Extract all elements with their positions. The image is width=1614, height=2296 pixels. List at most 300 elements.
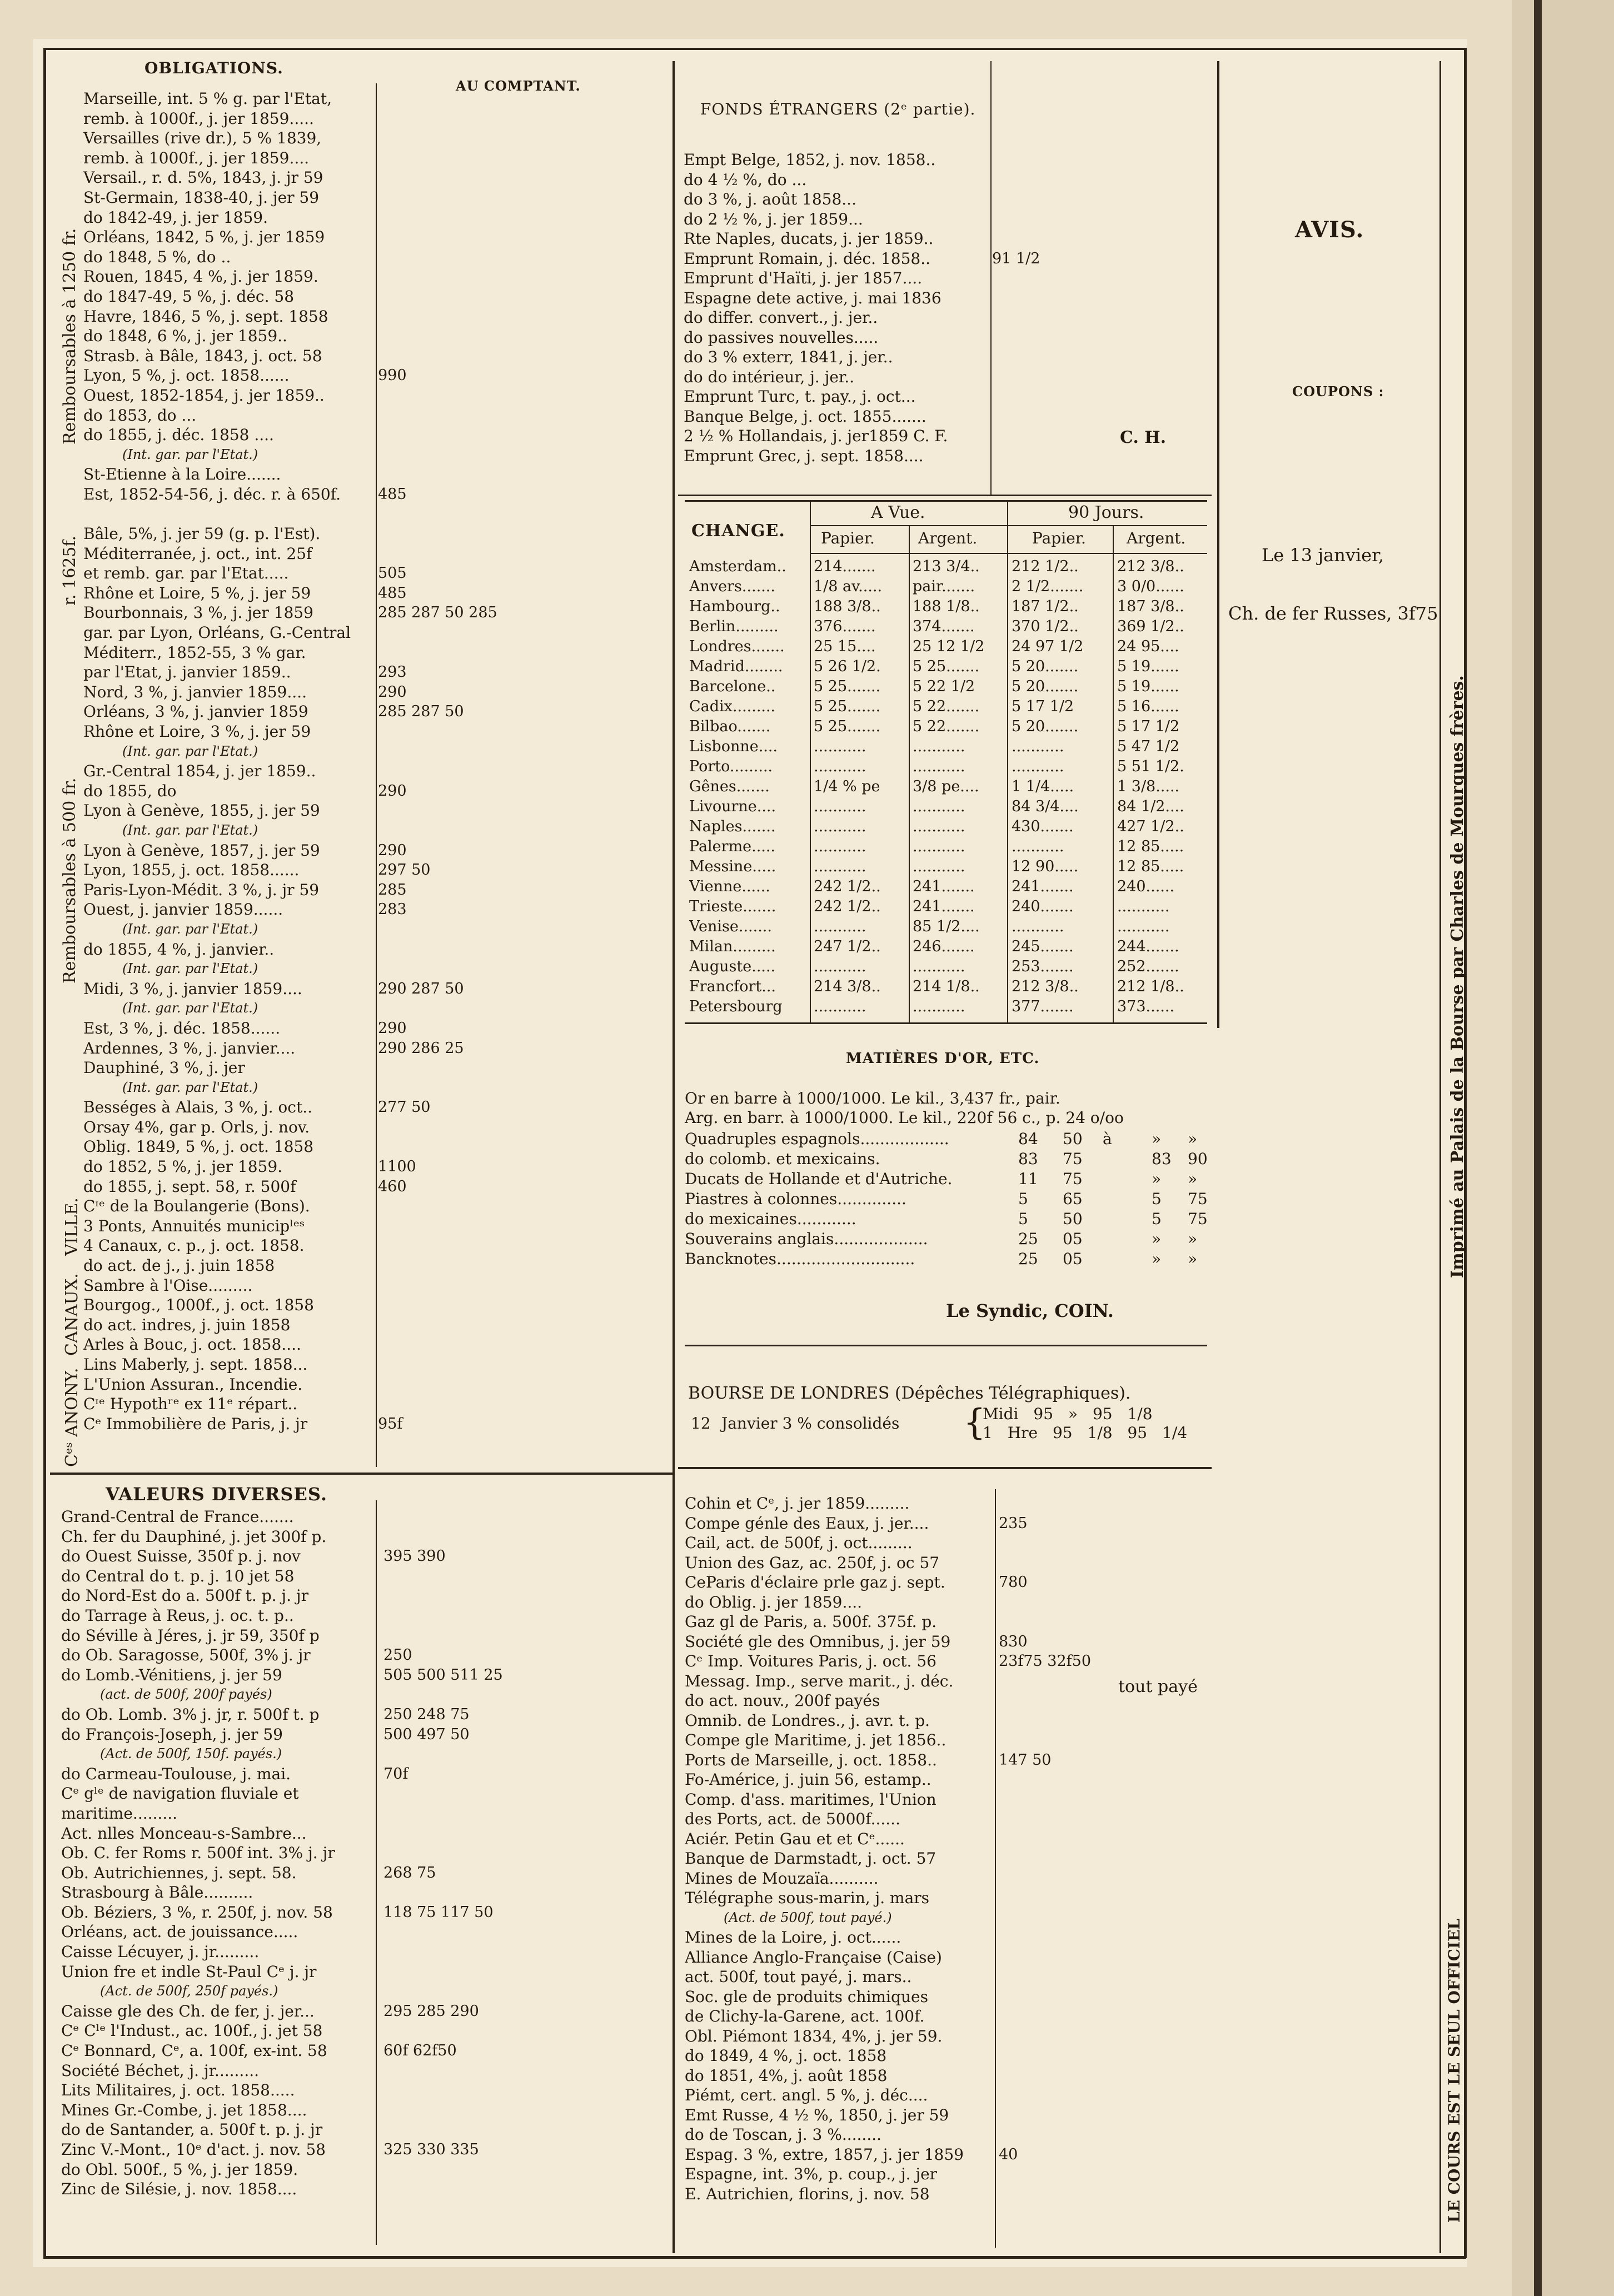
cohin-row [685,1987,1218,2007]
side-label-anony: Cᵉˢ ANONY. [62,1367,82,1467]
avis-title: AVIS. [1295,217,1364,243]
matieres-value: » [1152,1170,1162,1188]
change-row [685,837,1213,857]
change-rate: 241....... [913,878,975,895]
obligations-row [83,940,667,960]
change-rate: 212 3/8.. [1117,558,1184,575]
change-rate: ........... [913,738,965,755]
obligations-row [83,366,667,386]
cohin-row [685,1632,1218,1652]
matieres-value: » [1152,1250,1162,1268]
change-rate: ........... [1012,758,1064,775]
frame-left-rule [43,48,46,2258]
cohin-row-name: (Act. de 500f, tout payé.) [724,1909,892,1925]
change-row [685,777,1213,797]
change-rate: 1 3/8..... [1117,778,1180,795]
obligations-row [83,208,667,228]
fonds-row-name: do 3 % exterr, 1841, j. jer.. [684,348,893,366]
matieres-item: Bancknotes............................ [685,1250,915,1268]
change-row [685,817,1213,837]
obligations-row-value: 297 50 [378,861,431,879]
matieres-row [685,1189,1218,1209]
change-rate: 5 25....... [814,718,881,735]
valeurs-row-value: 500 497 50 [383,1725,470,1743]
obligations-row-name: Gr.-Central 1854, j. jer 1859.. [83,762,316,781]
cohin-row-name: act. 500f, tout payé, j. mars.. [685,1968,912,1986]
obligations-row-name: (Int. gar. par l'Etat.) [122,1000,258,1016]
change-rate: 5 17 1/2 [1117,718,1180,735]
change-rate: 5 22....... [913,718,980,735]
valeurs-row [61,1942,667,1962]
change-rate: 214 1/8.. [913,978,980,995]
matieres-value: 5 [1018,1190,1028,1208]
obligations-row-name: Bourgog., 1000f., j. oct. 1858 [83,1296,314,1315]
valeurs-row [61,1922,667,1942]
fonds-list [684,150,1212,466]
valeurs-row-value: 395 390 [383,1548,446,1565]
obligations-row-name: Ardennes, 3 %, j. janvier.... [83,1039,296,1057]
valeurs-row-name: do Ob. Lomb. 3% j. jr, r. 500f t. p [61,1705,320,1724]
frame-bottom-rule [43,2256,1466,2259]
obligations-row [83,346,667,366]
fonds-row-name: Emprunt Turc, t. pay., j. oct... [684,387,916,406]
cohin-row-name: Mines de Mouzaïa.......... [685,1869,879,1888]
cohin-row [685,2125,1218,2145]
obligations-row-name: Bességes à Alais, 3 %, j. oct.. [83,1098,313,1117]
cohin-row-name: de Clichy-la-Garene, act. 100f. [685,2007,925,2025]
obligations-row [83,1256,667,1276]
valeurs-row [61,1705,667,1725]
change-city: Porto......... [689,758,773,775]
valeurs-row-name: Union fre et indle St-Paul Cᵉ j. jr [61,1962,317,1981]
londres-desc: Janvier 3 % consolidés [721,1414,900,1432]
obligations-row-name: do 1842-49, j. jer 1859. [83,208,268,227]
cohin-list [685,1494,1218,2204]
cohin-row-name: Aciér. Petin Gau et et Cᵉ...... [685,1829,905,1848]
cohin-row [685,1514,1218,1534]
matieres-signature: Le Syndic, COIN. [946,1300,1114,1321]
valeurs-list [61,1507,667,2199]
cohin-row [685,1928,1218,1948]
change-rate: 1 1/4..... [1012,778,1074,795]
obligations-title: OBLIGATIONS. [145,59,283,77]
change-rate: 374....... [913,618,975,635]
fonds-row-name: Rte Naples, ducats, j. jer 1859.. [684,229,934,248]
change-row [685,557,1213,577]
change-row [685,617,1213,637]
cohin-row-value: 23f75 32f50 [999,1653,1091,1670]
obligations-row-name: do 1848, 6 %, j. jer 1859.. [83,327,287,346]
obligations-row-name: Marseille, int. 5 % g. par l'Etat, [83,89,332,108]
obligations-row [83,662,667,682]
change-rate: ........... [1117,918,1170,935]
change-row [685,877,1213,897]
valeurs-row-name: Ch. fer du Dauphiné, j. jet 300f p. [61,1527,327,1546]
valeurs-row-name: do Nord-Est do a. 500f t. p. j. jr [61,1586,308,1605]
change-rate: ........... [913,858,965,875]
fonds-row [684,288,1212,308]
obligations-row-value: 460 [378,1177,407,1195]
cohin-row-name: CeParis d'éclaire prle gaz j. sept. [685,1573,945,1591]
cohin-row [685,2105,1218,2125]
valeurs-row [61,2140,667,2160]
side-label-500: Remboursables à 500 fr. [60,777,79,984]
londres-title: BOURSE DE LONDRES (Dépêches Télégraphiques). [688,1384,1131,1403]
change-rate: ........... [814,858,866,875]
change-rate: 373...... [1117,998,1175,1015]
obligations-row-value: 95f [378,1415,403,1432]
obligations-row [83,287,667,307]
cohin-row [685,1730,1218,1750]
matieres-value: 5 [1152,1210,1162,1228]
obligations-row [83,583,667,603]
fonds-row [684,347,1212,367]
cohin-row-name: Union des Gaz, ac. 250f, j. oc 57 [685,1553,940,1572]
change-row [685,997,1213,1017]
obligations-row [83,623,667,643]
cohin-row-name: Espag. 3 %, extre, 1857, j. jer 1859 [685,2145,964,2164]
obligations-row-value: 290 [378,841,407,859]
change-sub-rule [810,525,1207,526]
cohin-row-name: des Ports, act. de 5000f...... [685,1810,900,1828]
obligations-row-name: Orléans, 3 %, j. janvier 1859 [83,702,308,721]
cohin-row-name: Messag. Imp., serve marit., j. déc. [685,1671,954,1690]
change-col-argent-1: Argent. [918,529,978,547]
change-header-avue: A Vue. [871,503,925,522]
change-row [685,797,1213,817]
valeurs-row-value: 60f 62f50 [383,2042,457,2060]
valeurs-row-name: Cᵉ gˡᵉ de navigation fluviale et [61,1784,299,1803]
change-row [685,977,1213,997]
frame-top-rule [43,48,1466,50]
obligations-row-name: remb. à 1000f., j. jer 1859.... [83,148,310,167]
obligations-row [83,1039,667,1059]
cohin-row-name: do de Toscan, j. 3 %........ [685,2125,882,2144]
obligations-row-name: Est, 3 %, j. déc. 1858...... [83,1019,281,1037]
valeurs-row-value: 70f [383,1765,409,1783]
matieres-value: 65 [1063,1190,1083,1208]
change-rate: 5 20....... [1012,658,1079,675]
valeurs-row-name: Act. nlles Monceau-s-Sambre... [61,1824,307,1843]
obligations-row-name: 4 Canaux, c. p., j. oct. 1858. [83,1236,305,1255]
obligations-row [83,603,667,623]
change-rate: 213 3/4.. [913,558,980,575]
obligations-row [83,1177,667,1197]
obligations-row [83,1295,667,1315]
valeurs-row-name: (act. de 500f, 200f payés) [100,1686,272,1703]
obligations-row-name: Arles à Bouc, j. oct. 1858.... [83,1335,301,1354]
obligations-row [83,742,667,762]
change-rate: 1/8 av..... [814,578,883,595]
change-rate: ........... [814,758,866,775]
obligations-row [83,563,667,583]
fonds-row-name: Banque Belge, j. oct. 1855....... [684,407,926,426]
cohin-row-name: Ports de Marseille, j. oct. 1858.. [685,1750,937,1769]
valeurs-row-name: do de Santander, a. 500f t. p. j. jr [61,2120,323,2139]
valeurs-title: VALEURS DIVERSES. [106,1484,327,1505]
change-city: Lisbonne.... [689,738,778,755]
change-city: Messine..... [689,858,776,875]
matieres-value: 75 [1063,1170,1083,1188]
fonds-row [684,387,1212,407]
obligations-row [83,1019,667,1039]
matieres-value: » [1188,1230,1198,1248]
obligations-row [83,168,667,188]
cohin-row-name: do Oblig. j. jer 1859.... [685,1593,863,1611]
matieres-value: 11 [1018,1170,1038,1188]
change-rate: ........... [913,818,965,835]
change-rate: 3/8 pe.... [913,778,979,795]
obligations-row-value: 485 [378,485,407,503]
change-city: Amsterdam.. [689,558,786,575]
obligations-row [83,1394,667,1414]
change-city: Petersbourg [689,998,783,1015]
cohin-row [685,2164,1218,2184]
valeurs-row-name: Grand-Central de France....... [61,1508,294,1526]
change-city: Vienne...... [689,878,770,895]
fonds-row [684,209,1212,229]
valeurs-row [61,1645,667,1665]
obligations-row [83,722,667,742]
obligations-row-value: 485 [378,584,407,602]
change-city: Livourne.... [689,798,776,815]
cohin-row [685,1849,1218,1869]
obligations-row [83,1375,667,1395]
change-rate: 188 3/8.. [814,598,881,615]
cohin-row-value: 235 [999,1514,1028,1532]
change-city: Anvers....... [689,578,775,595]
obligations-row-name: Versailles (rive dr.), 5 % 1839, [83,129,322,148]
cohin-row-name: Cail, act. de 500f, j. oct......... [685,1534,913,1552]
obligations-row-name: do 1847-49, 5 %, j. déc. 58 [83,287,295,306]
valeurs-row-name: (Act. de 500f, 250f payés.) [100,1983,278,1999]
obligations-row [83,386,667,406]
cohin-row-name: Soc. gle de produits chimiques [685,1987,928,2006]
fonds-row-name: 2 ½ % Hollandais, j. jer1859 C. F. [684,427,948,445]
valeurs-row-name: do Lomb.-Vénitiens, j. jer 59 [61,1665,282,1684]
matieres-value: 25 [1018,1230,1038,1248]
obligations-row-value: 277 50 [378,1099,431,1116]
avis-date: Le 13 janvier, [1262,545,1384,566]
valeurs-row-name: do Ouest Suisse, 350f p. j. nov [61,1547,301,1566]
change-rate: 369 1/2.. [1117,618,1184,635]
obligations-row-value: 285 287 50 285 [378,604,497,622]
cohin-row [685,2145,1218,2165]
valeurs-row-value: 505 500 511 25 [383,1666,503,1684]
obligations-row-value: 1100 [378,1158,416,1176]
change-city: Palerme..... [689,838,776,855]
change-rate: 5 26 1/2. [814,658,881,675]
obligations-row [83,900,667,920]
fonds-row [684,170,1212,190]
change-rate: ........... [913,998,965,1015]
cohin-row [685,2046,1218,2066]
change-bottom-rule [685,1022,1207,1024]
obligations-row-name: Lins Maberly, j. sept. 1858... [83,1355,308,1374]
change-city: Venise....... [689,918,772,935]
obligations-row [83,781,667,801]
cohin-row-name: Emt Russe, 4 ½ %, 1850, j. jer 59 [685,2105,949,2124]
cohin-row-value: 147 50 [999,1751,1052,1769]
obligations-row-name: Est, 1852-54-56, j. déc. r. à 650f. [83,485,341,503]
obligations-row [83,702,667,722]
change-rate: 25 12 1/2 [913,638,985,655]
cohin-row-name: Cᵉ Imp. Voitures Paris, j. oct. 56 [685,1652,936,1670]
obligations-row [83,109,667,129]
cohin-row [685,2184,1218,2204]
obligations-row-value: 285 287 50 [378,703,464,721]
valeurs-row [61,1586,667,1606]
change-rate: ........... [814,918,866,935]
obligations-row-name: Midi, 3 %, j. janvier 1859.... [83,979,302,998]
obligations-row-name: 3 Ponts, Annuités municipˡᵉˢ [83,1216,305,1235]
obligations-row [83,445,667,465]
fonds-row-name: do differ. convert., j. jer.. [684,308,878,327]
obligations-row-value: 290 287 50 [378,980,464,997]
fonds-row-name: do do intérieur, j. jer.. [684,367,855,386]
matieres-value: » [1188,1170,1198,1188]
printer-imprint: Imprimé au Palais de la Bourse par Charles de Mourgues frères. [1448,675,1467,1278]
change-rate: 247 1/2.. [814,938,881,955]
change-row [685,917,1213,937]
valeurs-row-name: Cᵉ Bonnard, Cᵉ, a. 100f, ex-int. 58 [61,2042,327,2060]
obligations-row-name: do 1855, j. sept. 58, r. 500f [83,1177,296,1196]
binding-spine [1534,0,1542,2296]
cohin-row-name: Espagne, int. 3%, p. coup., j. jer [685,2165,938,2183]
change-rate: ........... [1012,838,1064,855]
matieres-value: 5 [1152,1190,1162,1208]
obligations-row-name: Ouest, j. janvier 1859...... [83,900,283,919]
valeurs-row [61,1824,667,1844]
fonds-row [684,367,1212,387]
change-row [685,857,1213,877]
cohin-row-name: Obl. Piémont 1834, 4%, j. jer 59. [685,2027,943,2045]
valeurs-row [61,1566,667,1586]
change-rate: ........... [913,758,965,775]
avis-coupon-line: Ch. de fer Russes, 3f75 [1228,603,1438,624]
obligations-row [83,425,667,445]
matieres-value: à [1103,1130,1112,1148]
valeurs-row-name: Ob. Béziers, 3 %, r. 250f, j. nov. 58 [61,1903,333,1921]
obligations-row [83,89,667,109]
change-rate: ........... [1012,738,1064,755]
valeurs-row-name: do Tarrage à Reus, j. oc. t. p.. [61,1606,294,1625]
obligations-row [83,959,667,979]
cohin-row [685,1494,1218,1514]
fonds-row-name: Espagne dete active, j. mai 1836 [684,288,942,307]
valeurs-row-name: Caisse gle des Ch. de fer, j. jer... [61,2001,315,2020]
matieres-line-arg: Arg. en barr. à 1000/1000. Le kil., 220f 56 c., p. 24 o/oo [685,1109,1124,1127]
obligations-row-name: Cᶦᵉ Hypothʳᵉ ex 11ᵉ répart.. [83,1395,298,1414]
cohin-row-name: Piémt, cert. angl. 5 %, j. déc.... [685,2086,928,2104]
change-rate: ........... [913,958,965,975]
obligations-row [83,504,667,524]
change-rate: ........... [814,738,866,755]
valeurs-row-name: do Central do t. p. j. 10 jet 58 [61,1566,295,1585]
matieres-row [685,1149,1218,1169]
obligations-row-name: (Int. gar. par l'Etat.) [122,822,258,838]
matieres-item: Quadruples espagnols.................. [685,1130,949,1148]
obligations-row-name: Bâle, 5%, j. jer 59 (g. p. l'Est). [83,525,321,543]
cohin-row [685,1553,1218,1573]
matieres-value: 90 [1188,1150,1208,1168]
obligations-row-name: Rouen, 1845, 4 %, j. jer 1859. [83,267,318,286]
valeurs-row [61,2001,667,2022]
obligations-row [83,544,667,564]
change-rate: 377....... [1012,998,1074,1015]
change-rate: 12 85..... [1117,838,1184,855]
cohin-row [685,1573,1218,1593]
obligations-row-name: St-Germain, 1838-40, j. jer 59 [83,188,320,207]
change-rate: 212 3/8.. [1012,978,1079,995]
cohin-row-name: do 1851, 4%, j. août 1858 [685,2066,888,2085]
valeurs-row [61,1685,667,1705]
change-title: CHANGE. [691,521,785,541]
obligations-row [83,920,667,940]
change-row [685,597,1213,617]
valeurs-row [61,2160,667,2180]
change-rate: 2 1/2....... [1012,578,1084,595]
fonds-row-name: Emprunt Grec, j. sept. 1858.... [684,446,924,465]
change-rate: ........... [814,958,866,975]
valeurs-row-name: Ob. Autrichiennes, j. sept. 58. [61,1863,297,1882]
valeurs-row [61,2120,667,2140]
page-edge [1512,0,1614,2296]
obligations-row [83,485,667,505]
change-rate: 5 25....... [814,678,881,695]
change-rate: 84 1/2.... [1117,798,1184,815]
valeurs-row [61,1606,667,1626]
change-row [685,937,1213,957]
obligations-row [83,979,667,999]
obligations-row-name: do 1855, 4 %, j. janvier.. [83,940,275,959]
obligations-row [83,188,667,208]
change-rate: 245....... [1012,938,1074,955]
change-rate: ........... [814,838,866,855]
change-rate: 5 20....... [1012,718,1079,735]
cohin-row [685,2006,1218,2027]
obligations-row [83,1414,667,1434]
fonds-row-name: Empt Belge, 1852, j. nov. 1858.. [684,151,936,169]
valeurs-row-name: (Act. de 500f, 150f. payés.) [100,1746,282,1762]
cohin-row [685,1612,1218,1632]
side-label-ville: VILLE. [62,1197,82,1256]
obligations-row-name: Sambre à l'Oise......... [83,1276,253,1295]
fonds-row [684,446,1212,466]
cohin-row-name: Cohin et Cᵉ, j. jer 1859......... [685,1494,910,1513]
change-rate: 24 95.... [1117,638,1179,655]
change-row [685,637,1213,657]
change-rate: 84 3/4.... [1012,798,1079,815]
matieres-value: 83 [1018,1150,1038,1168]
change-header-90j: 90 Jours. [1068,503,1144,522]
obligations-row-value: 285 [378,881,407,899]
valeurs-row [61,2041,667,2061]
fonds-row-name: Emprunt Romain, j. déc. 1858.. [684,249,931,268]
matieres-value: 05 [1063,1250,1083,1268]
matieres-value: 84 [1018,1130,1038,1148]
change-rate: 253....... [1012,958,1074,975]
change-rate: 5 25....... [814,698,881,715]
matieres-row [685,1229,1218,1249]
matieres-row [685,1209,1218,1229]
obligations-row [83,821,667,841]
change-rate: ........... [1117,898,1170,915]
valeurs-row [61,1744,667,1764]
cohin-row-name: Banque de Darmstadt, j. oct. 57 [685,1849,936,1868]
cohin-row [685,1711,1218,1731]
valeurs-row [61,1507,667,1527]
